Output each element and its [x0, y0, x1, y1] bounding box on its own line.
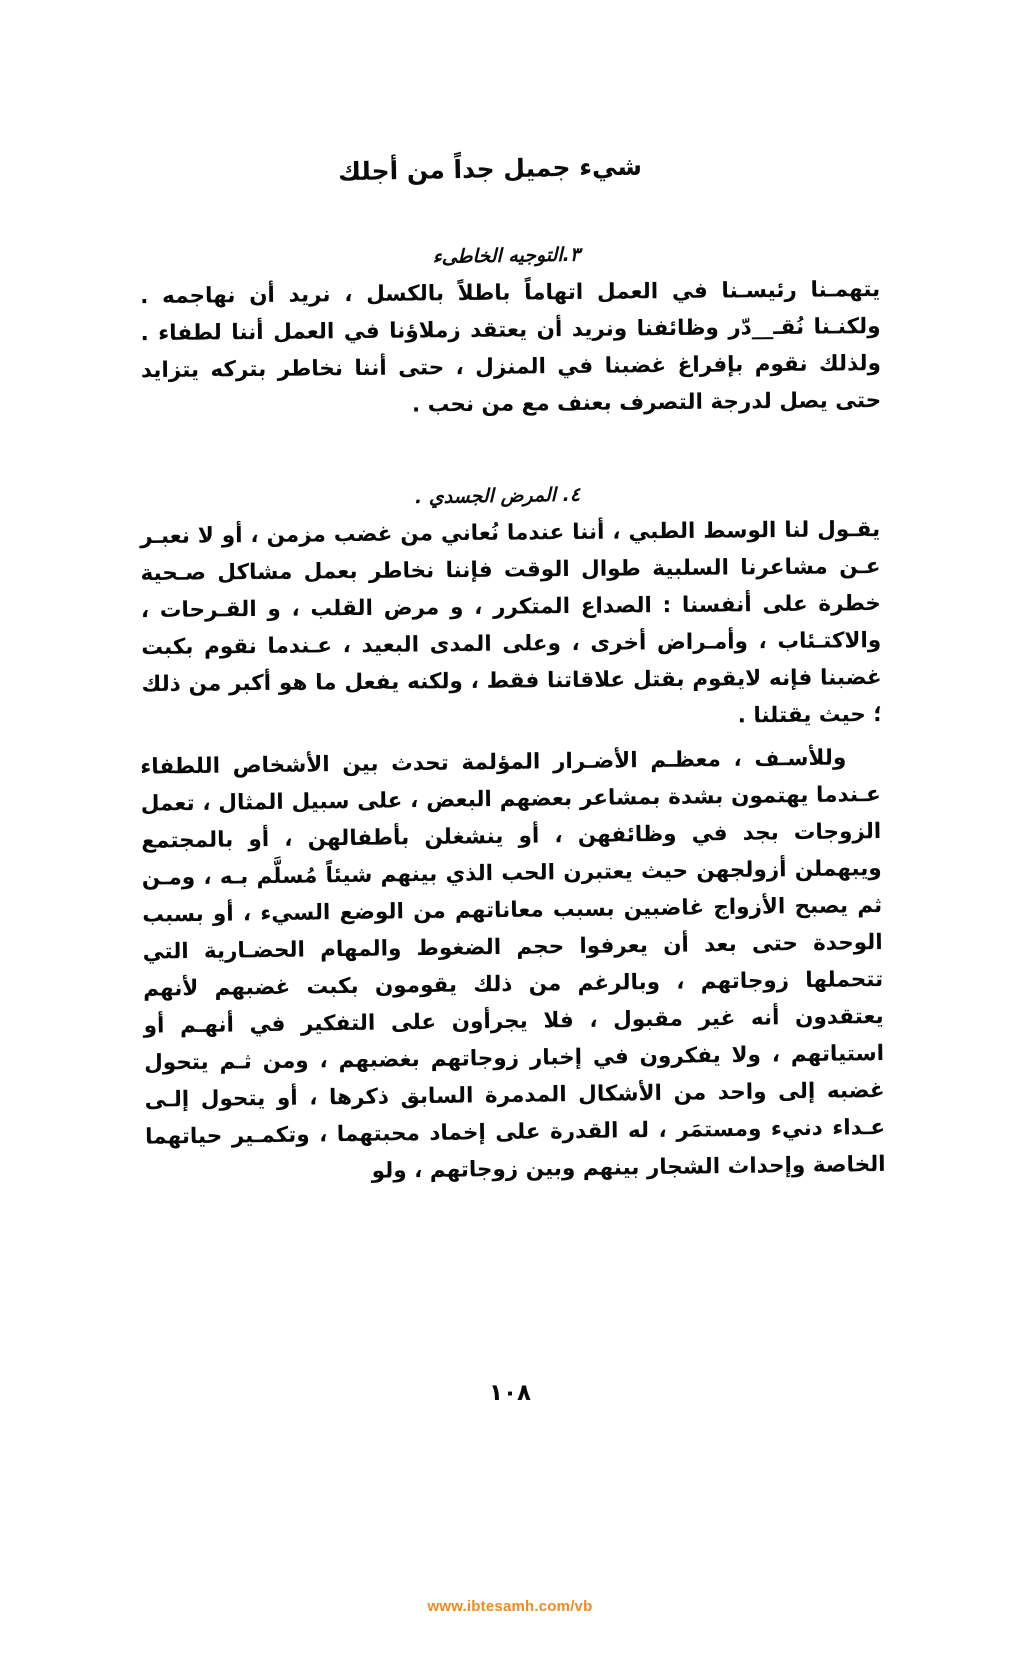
site-watermark: www.ibtesamh.com/vb: [427, 1598, 593, 1615]
section-3: [140, 236, 880, 420]
page-content: [140, 150, 886, 1210]
section-4-paragraph-2: وللأسـف ، معظـم الأضـرار المؤلمة تحدث بين الأشخاص اللطفاء عـندما يهتمون بشدة بمشاعر بعضهم البعض ، على سبيل المثال ، تعمل الزوجات بجد في وظائفهن ، أو ينشغلن بأطفالهن ، أو بالمجتمع ويبهملن أزولجهن حيث يعتبرن الحب الذي بينهم شيئاً مُسلَّم بـه ، ومـن ثم يصبح الأزواج غاضبين بسبب معاناتهم من الوضع السيء ، أو بسبب الوحدة حتى بعد أن يعرفوا حجم الضغوط والمهام الحضـارية التي تتحملها زوجاتهم ، وبالرغم من ذلك يقومون بكبت غضبهم لأنهم يعتقدون أنه غير مقبول ، فلا يجرأون على التفكير في أنهـم أو استياتهم ، ولا يفكرون في إخبار زوجاتهم بغضبهم ، ومن ثـم يتحول غضبه إلى واحد من الأشكال المدمرة السابق ذكرها ، أو يتحول إلـى عـداء دنيء ومستمَر ، له القدرة على إخماد محبتهما ، وتكمـير حياتهما الخاصة وإحداث الشجار بينهم وبين زوجاتهم ، ولو: [140, 745, 886, 1184]
section-3-paragraph-1: يتهمـنا رئيسـنا في العمل اتهاماً باطلاً بالكسل ، نريد أن نهاجمه . ولكنـنا نُقـ__دّر وظائفنا ونريد أن يعتقد زملاؤنا في العمل أننا لطفاء . ولذلك نقوم بإفراغ غضبنا في المنزل ، حتى أننا نخاطر بتركه يتزايد حتى يصل لدرجة التصرف بعنف مع من نحب .: [140, 276, 882, 418]
section-3-heading: ٣.التوجيه الخاطىء: [432, 243, 581, 268]
section-divider: [140, 446, 880, 476]
section-4: [140, 476, 886, 1184]
page-number: ١٠٨: [488, 1380, 532, 1406]
page-title: شيء جميل جداً من أجلك: [337, 151, 643, 187]
section-4-heading: ٤. المرض الجسدي .: [414, 483, 581, 509]
section-4-paragraph-1: يقـول لنا الوسط الطبي ، أننا عندما نُعاني من غضب مزمن ، أو لا نعبـر عـن مشاعرنا السلبية طوال الوقت فإننا نخاطر بعمل مشاكل صـحية خطرة على أنفسنا : الصداع المتكرر ، و مرض القلب ، و القـرحات ، والاكتـئاب ، وأمـراض أخرى ، وعلى المدى البعيد ، عـندما نقوم بكبت غضبنا فإنه لايقوم بقتل علاقاتنا فقط ، ولكنه يفعل ما هو أكبر من ذلك ؛ حيث يقتلنا .: [140, 517, 883, 729]
